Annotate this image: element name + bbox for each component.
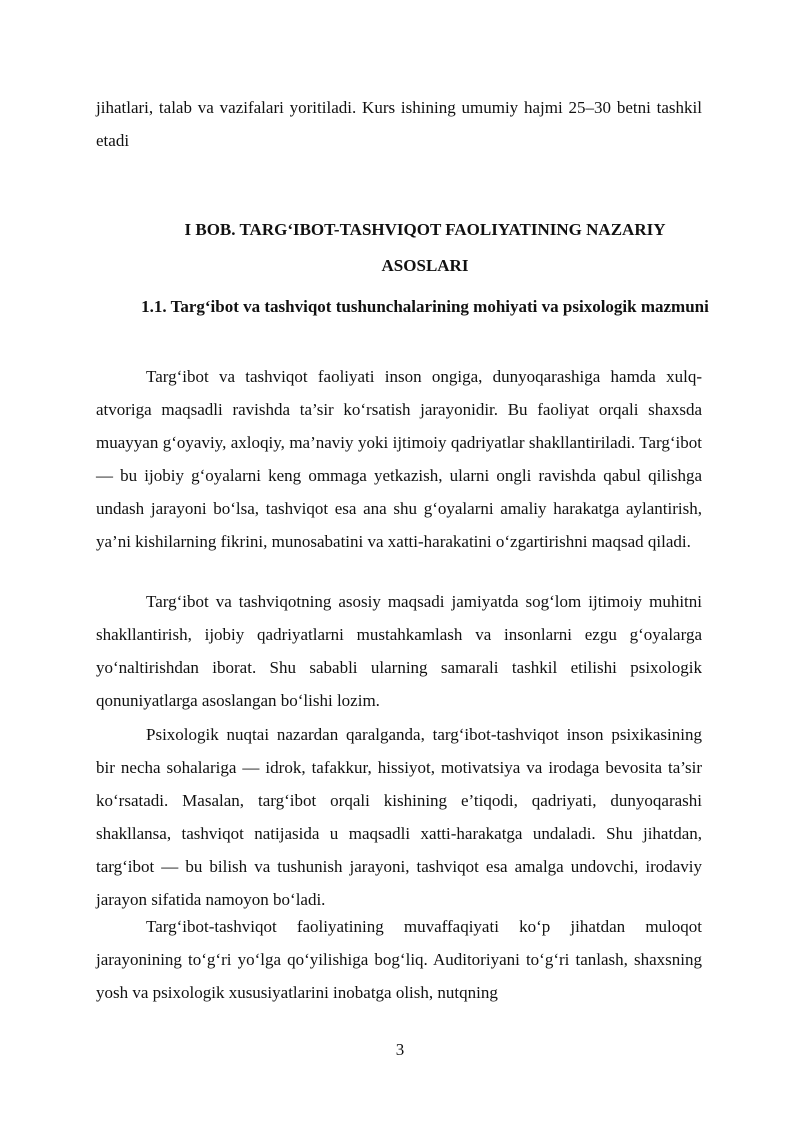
chapter-heading: I BOB. TARG‘IBOT-TASHVIQOT FAOLIYATINING NAZARIY ASOSLARI <box>184 220 666 275</box>
body-paragraph-1: Targ‘ibot va tashviqot faoliyati inson ongiga, dunyoqarashiga hamda xulq-atvoriga maqsadli ravishda ta’sir ko‘rsatish jarayonidir. Bu faoliyat orqali shaxsda muayyan g‘oyaviy, axloqiy, ma’naviy yoki ijtimoiy qadriyatlar shakllantiriladi. Targ‘ibot — bu ijobiy g‘oyalarni keng ommaga yetkazish, ularni ongli ravishda qabul qilishga undash jarayoni bo‘lsa, tashviqot esa ana shu g‘oyalarni amaliy harakatga aylantirish, ya’ni kishilarning fikrini, munosabatini va xatti-harakatini o‘zgartirishni maqsad qiladi. <box>96 367 702 551</box>
body-paragraph-4: Targ‘ibot-tashviqot faoliyatining muvaffaqiyati ko‘p jihatdan muloqot jarayonining to‘g‘ri yo‘lga qo‘yilishiga bog‘liq. Auditoriyani to‘g‘ri tanlash, shaxsning yosh va psixologik xususiyatlarini inobatga olish, nutqning <box>96 917 702 1002</box>
section-heading: 1.1. Targ‘ibot va tashviqot tushunchalarining mohiyati va psixologik mazmuni <box>141 297 709 316</box>
body-paragraph-2: Targ‘ibot va tashviqotning asosiy maqsadi jamiyatda sog‘lom ijtimoiy muhitni shakllantirish, ijobiy qadriyatlarni mustahkamlash va insonlarni ezgu g‘oyalarga yo‘naltirishdan iborat. Shu sababli ularning samarali tashkil etilishi psixologik qonuniyatlarga asoslangan bo‘lishi lozim. <box>96 592 702 710</box>
body-paragraph-3: Psixologik nuqtai nazardan qaralganda, targ‘ibot-tashviqot inson psixikasining bir necha sohalariga — idrok, tafakkur, hissiyot, motivatsiya va irodaga bevosita ta’sir ko‘rsatadi. Masalan, targ‘ibot orqali kishining e’tiqodi, qadriyati, dunyoqarashi shakllansa, tashviqot natijasida u maqsadli xatti-harakatga undaladi. Shu jihatdan, targ‘ibot — bu bilish va tushunish jarayoni, tashviqot esa amalga undovchi, irodaviy jarayon sifatida namoyon bo‘ladi. <box>96 725 702 909</box>
page-number: 3 <box>395 1040 405 1059</box>
intro-paragraph: jihatlari, talab va vazifalari yoritiladi. Kurs ishining umumiy hajmi 25–30 betni tashkil etadi <box>96 98 702 150</box>
